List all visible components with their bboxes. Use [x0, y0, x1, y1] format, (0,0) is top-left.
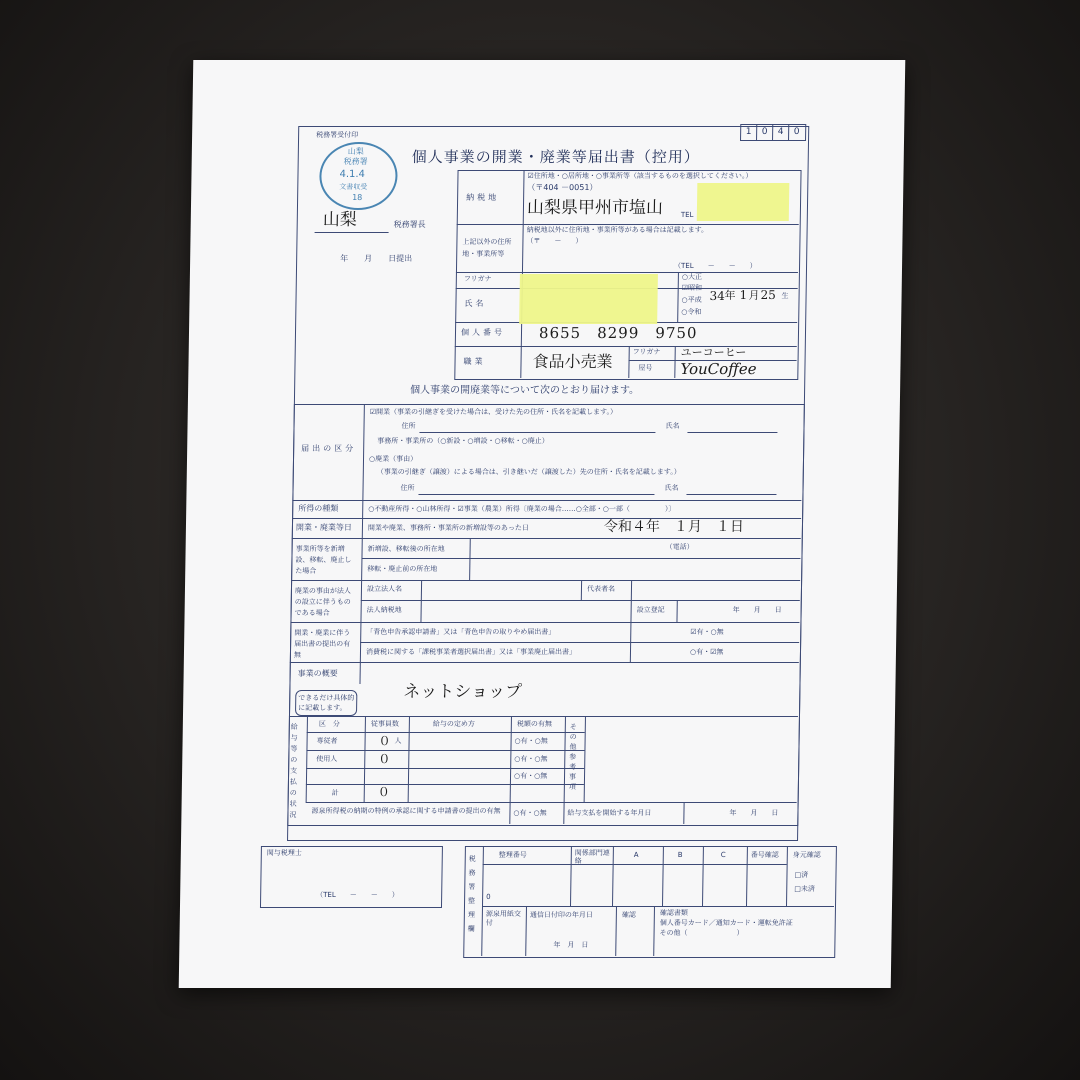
- mynumber-value: 8655 8299 9750: [538, 324, 698, 342]
- haigyo-name-label: 氏名: [664, 484, 679, 492]
- col-b: B: [677, 851, 683, 859]
- row-employee: 使用人: [316, 755, 338, 763]
- office-use-digit: 0: [486, 893, 491, 901]
- consumption-form-answer: ○有・☑無: [689, 648, 724, 656]
- id-cards: 個人番号カード／通知カード・運転免許証: [659, 919, 793, 927]
- office-use-label: 税務署整理欄: [467, 855, 476, 933]
- era-taisho: ○大正: [681, 273, 703, 281]
- family-tax: ○有・○無: [514, 737, 548, 745]
- stamp-number: 18: [352, 193, 363, 202]
- office-use-box: [463, 846, 837, 958]
- col-a: A: [633, 851, 639, 859]
- birth-month: 1: [739, 288, 748, 302]
- bango-kakunin: 番号確認: [750, 851, 779, 859]
- setsuritsu-date: 年 月 日: [732, 606, 782, 614]
- jigyosho-options: 事務所・事業所の（○新設・○増設・○移転・○廃止）: [377, 437, 549, 445]
- family-count-unit: 人: [394, 737, 402, 745]
- gensen-answer: ○有・○無: [513, 809, 547, 817]
- furigana-label: フリガナ: [463, 275, 492, 283]
- form-number-digit: 0: [793, 127, 800, 137]
- tax-office-name: 山梨: [322, 210, 357, 230]
- consumption-form-label: 消費税に関する「課税事業者選択届出書」又は「事業廃止届出書」: [365, 648, 577, 656]
- job-label: 職業: [463, 357, 486, 366]
- nozeichi-label: 納税地: [466, 193, 500, 202]
- declaration-line: 個人事業の開廃業等について次のとおり届けます。: [410, 385, 640, 396]
- tel-label: TEL: [680, 211, 694, 219]
- misumi-checkbox: □未済: [794, 885, 815, 893]
- redaction-highlight: [519, 274, 658, 324]
- kaigyo-form: [179, 60, 906, 988]
- new-place-label: 新増設、移転後の所在地: [367, 545, 445, 553]
- employee-tax: ○有・○無: [514, 755, 548, 763]
- redaction-highlight: [697, 183, 790, 221]
- birth-suffix: 生: [781, 292, 789, 300]
- stamp-line3: 文書収受: [339, 183, 368, 191]
- blue-form-answer: ☑有・○無: [690, 628, 724, 636]
- gensen-label: 源泉所得税の納期の特例の承認に関する申請書の提出の有無: [311, 807, 501, 815]
- other-ref-label: その他参考事項: [568, 723, 577, 791]
- salary-start-label: 給与支払を開始する年月日: [567, 809, 652, 817]
- other-place-note: 納税地以外に住所地・事業所等がある場合は記載します。: [526, 226, 709, 234]
- row-total: 計: [331, 789, 339, 797]
- other-place-tel: （TEL － － ）: [673, 262, 757, 270]
- date-label: 開業・廃業等日: [295, 523, 353, 532]
- row-family: 専従者: [316, 737, 338, 745]
- seiri-bango: 整理番号: [498, 851, 527, 859]
- gensen-yoshi: 源泉用紙交付: [485, 910, 521, 927]
- shotoku-options: ○不動産所得・○山林所得・☑事業（農業）所得〔廃業の場合……○全部・○一部（ ）〕: [368, 505, 676, 513]
- kankei-bumon: 関係部門連絡: [574, 849, 610, 865]
- birth-month-unit: 月: [748, 289, 760, 302]
- shop-name-value: YouCoffee: [680, 360, 757, 378]
- birth-year-unit: 年: [724, 289, 736, 302]
- mimoto-kakunin: 身元確認: [792, 851, 821, 859]
- old-place-label: 移転・廃止前の所在地: [367, 565, 438, 573]
- shotoku-label: 所得の種類: [298, 504, 339, 513]
- open-date-value: 令和４年 １月 １日: [603, 519, 745, 535]
- form-title: 個人事業の開業・廃業等届出書（控用）: [411, 148, 700, 166]
- shop-name-label: 屋号: [638, 364, 653, 372]
- shop-furigana-value: ユーコーヒー: [680, 346, 747, 359]
- total-count: ０: [377, 785, 390, 799]
- salary-start-date: 年 月 日: [729, 809, 779, 817]
- office-use-date: 年 月 日: [553, 941, 589, 949]
- kakunin-label: 確認: [621, 911, 636, 919]
- employee-count: ０: [378, 752, 391, 766]
- setsuritsu-label: 設立登記: [636, 606, 665, 614]
- overview-value: ネットショップ: [403, 682, 523, 702]
- corp-tax-place-label: 法人納税地: [366, 606, 402, 614]
- era-showa: ☑昭和: [681, 284, 703, 292]
- related-label: 開業・廃業に伴う届出書の提出の有無: [293, 629, 351, 659]
- birth-year: 34: [709, 289, 725, 303]
- kaigyo-option: ☑開業（事業の引継ぎを受けた場合は、受けた先の住所・氏名を記載します。）: [369, 408, 618, 416]
- kakunin-shorui: 確認書類: [659, 909, 688, 917]
- kaigyo-address-label: 住所: [401, 422, 416, 430]
- date-description: 開業や廃業、事務所・事業所の新増設等のあった日: [367, 524, 529, 532]
- shop-furigana-label: フリガナ: [632, 348, 661, 356]
- tsushin-date: 通信日付印の年月日: [529, 911, 593, 919]
- accountant-tel: （TEL － － ）: [316, 891, 399, 899]
- new-place-phone: （電話）: [665, 543, 694, 551]
- haigyo-option: ○廃業（事由）: [368, 455, 418, 463]
- other-place-zip: （〒 － ）: [526, 237, 583, 245]
- col-count: 従事員数: [370, 720, 399, 728]
- office-change-label: 事業所等を新増設、移転、廃止した場合: [295, 545, 352, 575]
- tax-office-label: 税務署長: [393, 220, 426, 229]
- overview-label: 事業の概要: [297, 669, 338, 678]
- col-method: 給与の定め方: [432, 720, 475, 728]
- extra-row-tax: ○有・○無: [513, 772, 548, 780]
- accountant-label: 関与税理士: [266, 849, 302, 857]
- stamp-date: 4.1.4: [339, 169, 366, 180]
- col-c: C: [720, 851, 726, 859]
- sumi-checkbox: □済: [794, 871, 809, 879]
- submit-date: 年 月 日提出: [340, 254, 413, 263]
- sonota: その他（ ）: [659, 929, 744, 937]
- stamp-line1: 山梨: [347, 147, 364, 156]
- corp-name-label: 設立法人名: [366, 585, 403, 593]
- overview-note: できるだけ具体的に記載します。: [295, 690, 357, 716]
- rep-name-label: 代表者名: [586, 585, 616, 593]
- col-tax: 税額の有無: [516, 720, 552, 728]
- zip-code: （〒404 －0051）: [527, 183, 598, 192]
- birth-day: 25: [760, 288, 776, 302]
- kaigyo-name-label: 氏名: [665, 422, 680, 430]
- stamp-line2: 税務署: [343, 157, 368, 166]
- era-heisei: ○平成: [681, 296, 702, 304]
- col-kubun: 区 分: [318, 720, 340, 728]
- other-place-label: 上記以外の住所地・事業所等: [462, 238, 512, 258]
- office-stamp-label: 税務署受付印: [316, 131, 359, 139]
- era-reiwa: ○令和: [681, 308, 702, 316]
- form-number-digit: 0: [757, 125, 773, 140]
- form-number-digit: 4: [773, 125, 789, 140]
- salary-side-label: 給与等の支払の状況: [289, 723, 298, 819]
- family-count: ０: [378, 734, 391, 748]
- tax-form-paper: [179, 60, 906, 988]
- haigyo-note: （事業の引継ぎ（譲渡）による場合は、引き継いだ（譲渡した）先の住所・氏名を記載します。）: [376, 468, 681, 476]
- haigyo-address-label: 住所: [400, 484, 415, 492]
- mynumber-label: 個人番号: [460, 328, 506, 337]
- kubun-label: 届出の区分: [301, 444, 357, 453]
- form-number-box: [740, 124, 806, 141]
- address-value: 山梨県甲州市塩山: [526, 198, 664, 218]
- form-number-digit: 1: [741, 125, 757, 140]
- occupation-value: 食品小売業: [532, 352, 613, 371]
- corp-label: 廃業の事由が法人の設立に伴うものである場合: [294, 587, 352, 617]
- nozeichi-options: ☑住所地・○居所地・○事業所等（該当するものを選択してください。）: [527, 172, 753, 180]
- blue-form-label: 「青色申告承認申請書」又は「青色申告の取りやめ届出書」: [366, 628, 556, 636]
- name-label: 氏名: [464, 299, 487, 308]
